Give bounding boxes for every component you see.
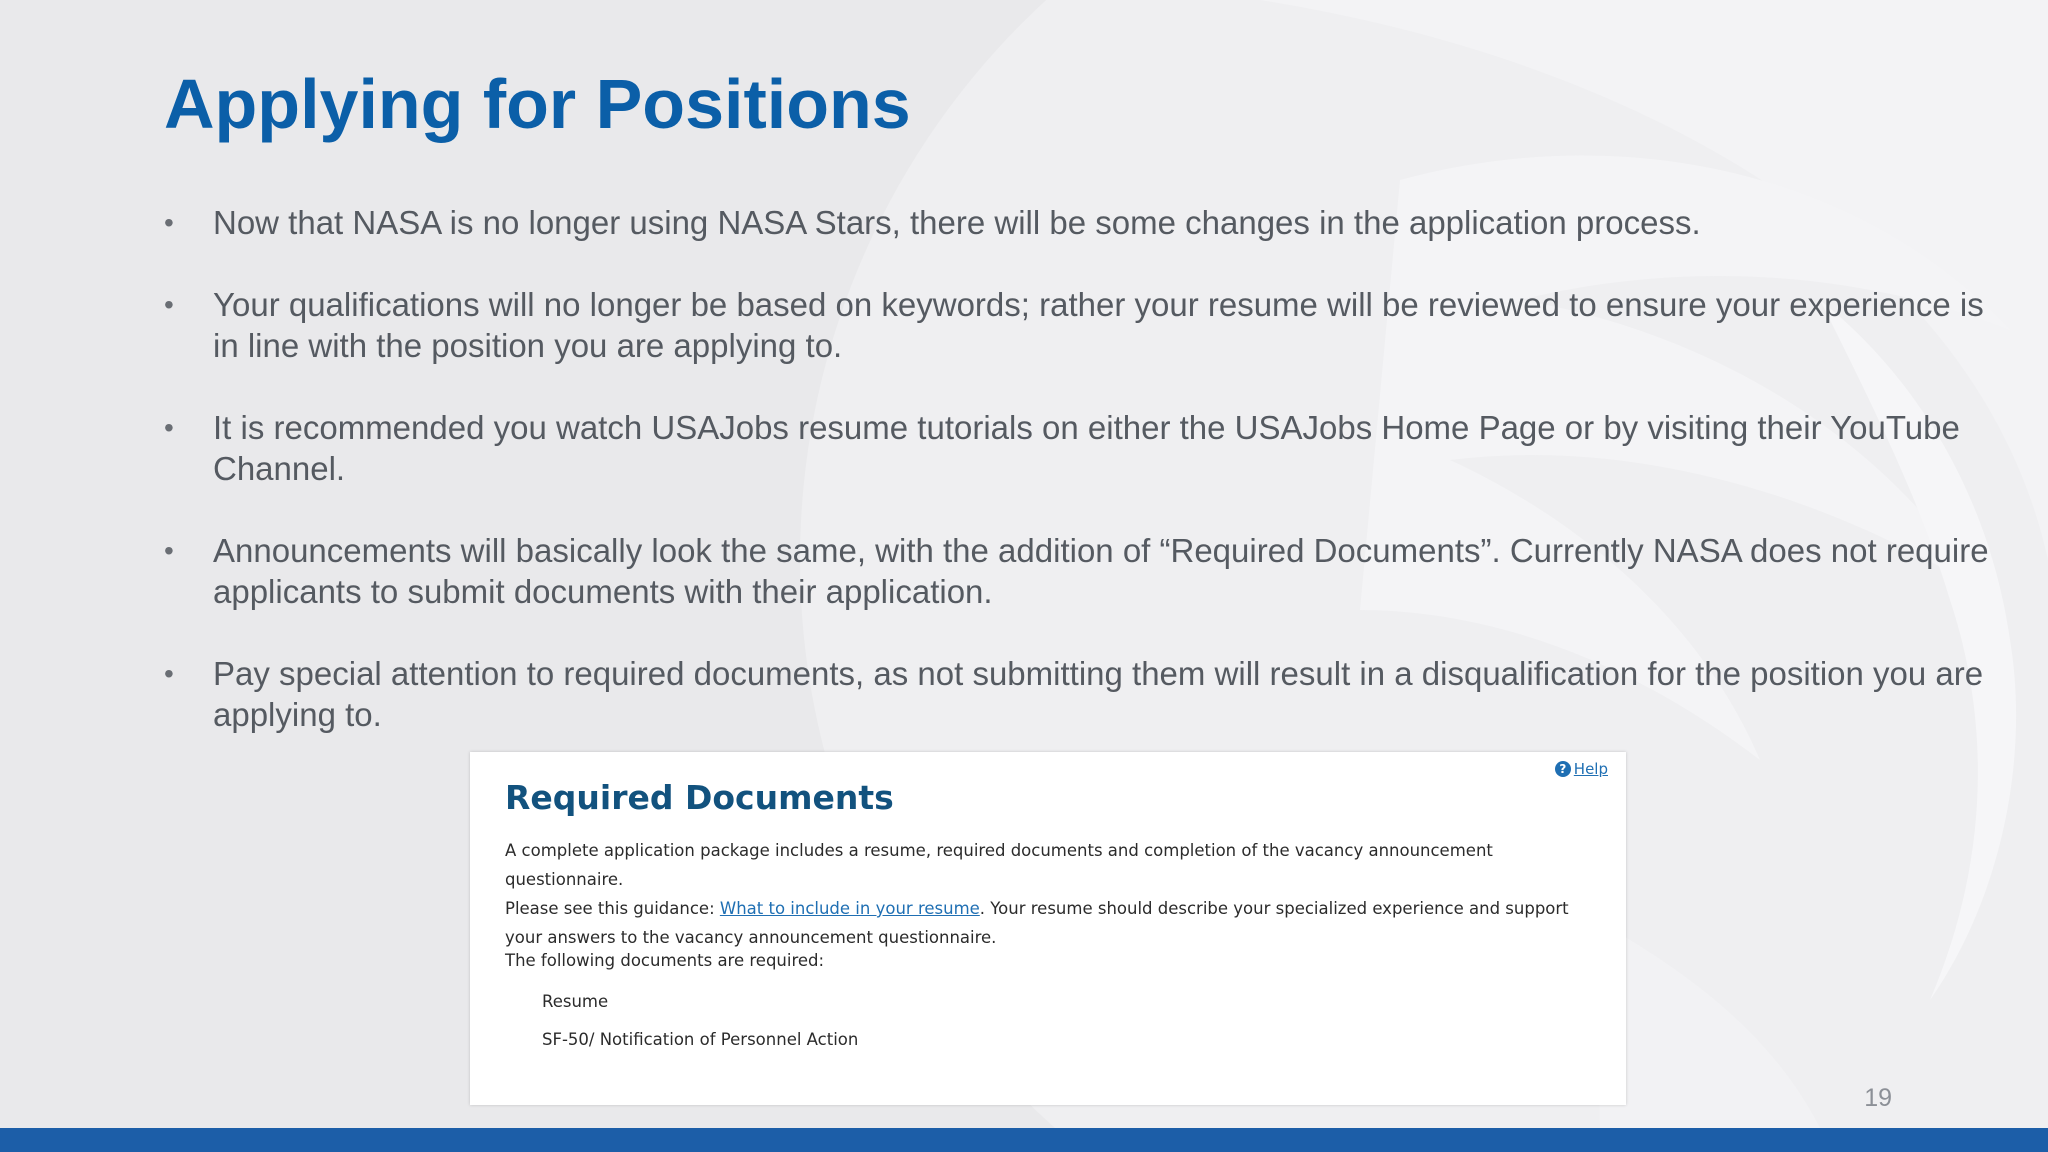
required-document-item: SF-50/ Notification of Personnel Action (542, 1030, 859, 1049)
bullet-icon: • (164, 412, 174, 443)
bullet-text: Announcements will basically look the same, with the addition of “Required Documents”. Currently NASA does not require applicants to submit documents with their application. (213, 532, 1989, 610)
bullet-icon: • (164, 207, 174, 238)
bullet-text: It is recommended you watch USAJobs resume tutorials on either the USAJobs Home Page or by visiting their YouTube Channel. (213, 409, 1960, 487)
bullet-item (164, 530, 2004, 612)
required-document-item: Resume (542, 992, 609, 1011)
bottom-bar (0, 1128, 2048, 1152)
bullet-text: Now that NASA is no longer using NASA Stars, there will be some changes in the application process. (213, 204, 1701, 241)
bullet-icon: • (164, 535, 174, 566)
bullet-list (164, 202, 2004, 776)
screenshot-description (505, 836, 1605, 952)
bullet-icon: • (164, 289, 174, 320)
guidance-suffix: . Your resume should describe your specialized experience and support your answers to the vacancy announcement questionnaire. (505, 899, 1569, 947)
description-line-1: A complete application package includes a resume, required documents and completion of the vacancy announcement questionnaire. (505, 841, 1493, 889)
required-documents-list (542, 990, 858, 1066)
bullet-item (164, 407, 2004, 489)
bullet-text: Pay special attention to required documents, as not submitting them will result in a disqualification for the position you are applying to. (213, 655, 1984, 733)
help-link[interactable] (1555, 760, 1608, 778)
screenshot-title: Required Documents (505, 778, 894, 817)
question-circle-icon: ? (1555, 761, 1571, 777)
required-documents-screenshot (470, 752, 1626, 1105)
bullet-item (164, 202, 2004, 243)
bullet-text: Your qualifications will no longer be based on keywords; rather your resume will be reviewed to ensure your experience is in line with the position you are applying to. (213, 286, 1984, 364)
slide-title: Applying for Positions (164, 65, 911, 143)
guidance-prefix: Please see this guidance: (505, 899, 720, 918)
help-label: Help (1573, 760, 1608, 778)
required-intro: The following documents are required: (505, 951, 825, 970)
resume-guidance-link[interactable]: What to include in your resume (719, 899, 980, 918)
bullet-item (164, 284, 2004, 366)
description-line-2 (505, 894, 1605, 952)
page-number: 19 (1864, 1084, 1892, 1112)
bullet-item (164, 653, 2004, 735)
bullet-icon: • (164, 658, 174, 689)
